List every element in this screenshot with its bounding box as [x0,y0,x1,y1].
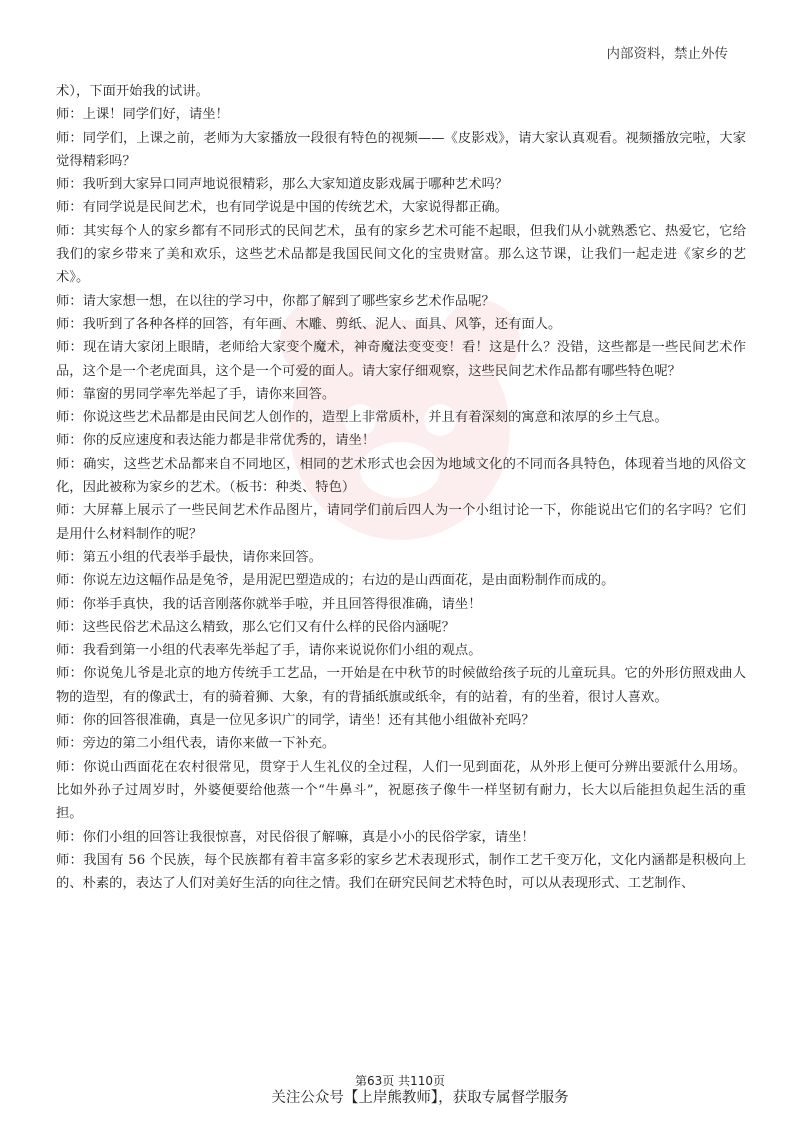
transcript-paragraph: 师：我看到第一小组的代表率先举起了手，请你来说说你们小组的观点。 [56,643,482,659]
transcript-paragraph: 师：请大家想一想，在以往的学习中，你都了解到了哪些家乡艺术作品呢？ [56,293,495,309]
transcript-paragraph: 师：第五小组的代表举手最快，请你来回答。 [56,549,322,565]
transcript-paragraph: 师：你举手真快，我的话音刚落你就举手啦，并且回答得很准确，请坐！ [56,596,482,612]
transcript-paragraph: 师：我听到大家异口同声地说很精彩，那么大家知道皮影戏属于哪种艺术吗？ [56,177,509,193]
transcript-paragraph: 师：你说山西面花在农村很常见，贯穿于人生礼仪的全过程，人们一见到面花，从外形上便可分辨出要派什么用场。比如外孙子过周岁时，外婆便要给他蒸一个“牛鼻斗”，祝愿孩子像牛一样坚韧有耐力，长大以后能担负起生活的重担。 [56,759,746,822]
transcript-paragraph: 师：旁边的第二小组代表，请你来做一下补充。 [56,736,336,752]
transcript-paragraph: 师：你说这些艺术品都是由民间艺人创作的，造型上非常质朴，并且有着深刻的寓意和浓厚的乡土气息。 [56,410,668,426]
transcript-paragraph: 师：你的回答很准确，真是一位见多识广的同学，请坐！还有其他小组做补充吗？ [56,713,535,729]
transcript-paragraph: 师：确实，这些艺术品都来自不同地区，相同的艺术形式也会因为地域文化的不同而各具特色，体现着当地的风俗文化，因此被称为家乡的艺术。（板书：种类、特色） [56,456,746,496]
transcript-paragraph: 师：你说左边这幅作品是兔爷，是用泥巴塑造成的；右边的是山西面花，是由面粉制作而成的。 [56,573,615,589]
transcript-paragraph: 师：你说兔儿爷是北京的地方传统手工艺品，一开始是在中秋节的时候做给孩子玩的儿童玩具。它的外形仿照戏曲人物的造型，有的像武士，有的骑着狮、大象，有的背插纸旗或纸伞，有的站着，有的坐着，很讨人喜欢。 [56,666,746,705]
transcript-paragraph: 师：大屏幕上展示了一些民间艺术作品图片，请同学们前后四人为一个小组讨论一下，你能说出它们的名字吗？它们是用什么材料制作的呢？ [56,503,746,542]
transcript-paragraph: 师：靠窗的男同学率先举起了手，请你来回答。 [56,386,336,402]
transcript-paragraph: 师：其实每个人的家乡都有不同形式的民间艺术，虽有的家乡艺术可能不起眼，但我们从小就熟悉它、热爱它，它给我们的家乡带来了美和欢乐，这些艺术品都是我国民间文化的宝贵财富。那么这节课，让我们一起走进《家乡的艺术》。 [56,223,746,286]
transcript-paragraph: 师：有同学说是民间艺术，也有同学说是中国的传统艺术，大家说得都正确。 [56,200,509,216]
transcript-paragraph: 术），下面开始我的试讲。 [56,84,209,99]
transcript-paragraph: 师：你们小组的回答让我很惊喜，对民俗很了解嘛，真是小小的民俗学家，请坐！ [56,829,535,845]
transcript-paragraph: 师：同学们，上课之前，老师为大家播放一段很有特色的视频——《皮影戏》，请大家认真观看。视频播放完啦，大家觉得精彩吗？ [56,130,746,169]
transcript-paragraph: 师：我听到了各种各样的回答，有年画、木雕、剪纸、泥人、面具、风筝，还有面人。 [56,316,562,332]
transcript-paragraph: 师：这些民俗艺术品这么精致，那么它们又有什么样的民俗内涵呢？ [56,619,455,635]
transcript-paragraph: 师：你的反应速度和表达能力都是非常优秀的，请坐！ [56,433,376,449]
transcript-paragraph: 师：我国有 56 个民族，每个民族都有着丰富多彩的家乡艺术表现形式，制作工艺千变万化，文化内涵都是积极向上的、朴素的，表达了人们对美好生活的向往之情。我们在研究民间艺术特色时，可以从表现形式、工艺制作、 [56,852,746,892]
transcript-paragraph: 师：上课！同学们好，请坐！ [56,107,229,123]
promo-text: 关注公众号【上岸熊教师】，获取专属督学服务 [271,1090,569,1106]
transcript-body [56,80,746,895]
page-number: 第63页 共110页 [355,1074,445,1088]
confidential-notice: 内部资料，禁止外传 [606,46,728,62]
page-footer [0,1072,800,1107]
transcript-paragraph: 师：现在请大家闭上眼睛，老师给大家变个魔术，神奇魔法变变变！看！这是什么？没错，这些都是一些民间艺术作品，这个是一个老虎面具，这个是一个可爱的面人。请大家仔细观察，这些民间艺术作品都有哪些特色呢？ [56,340,746,379]
